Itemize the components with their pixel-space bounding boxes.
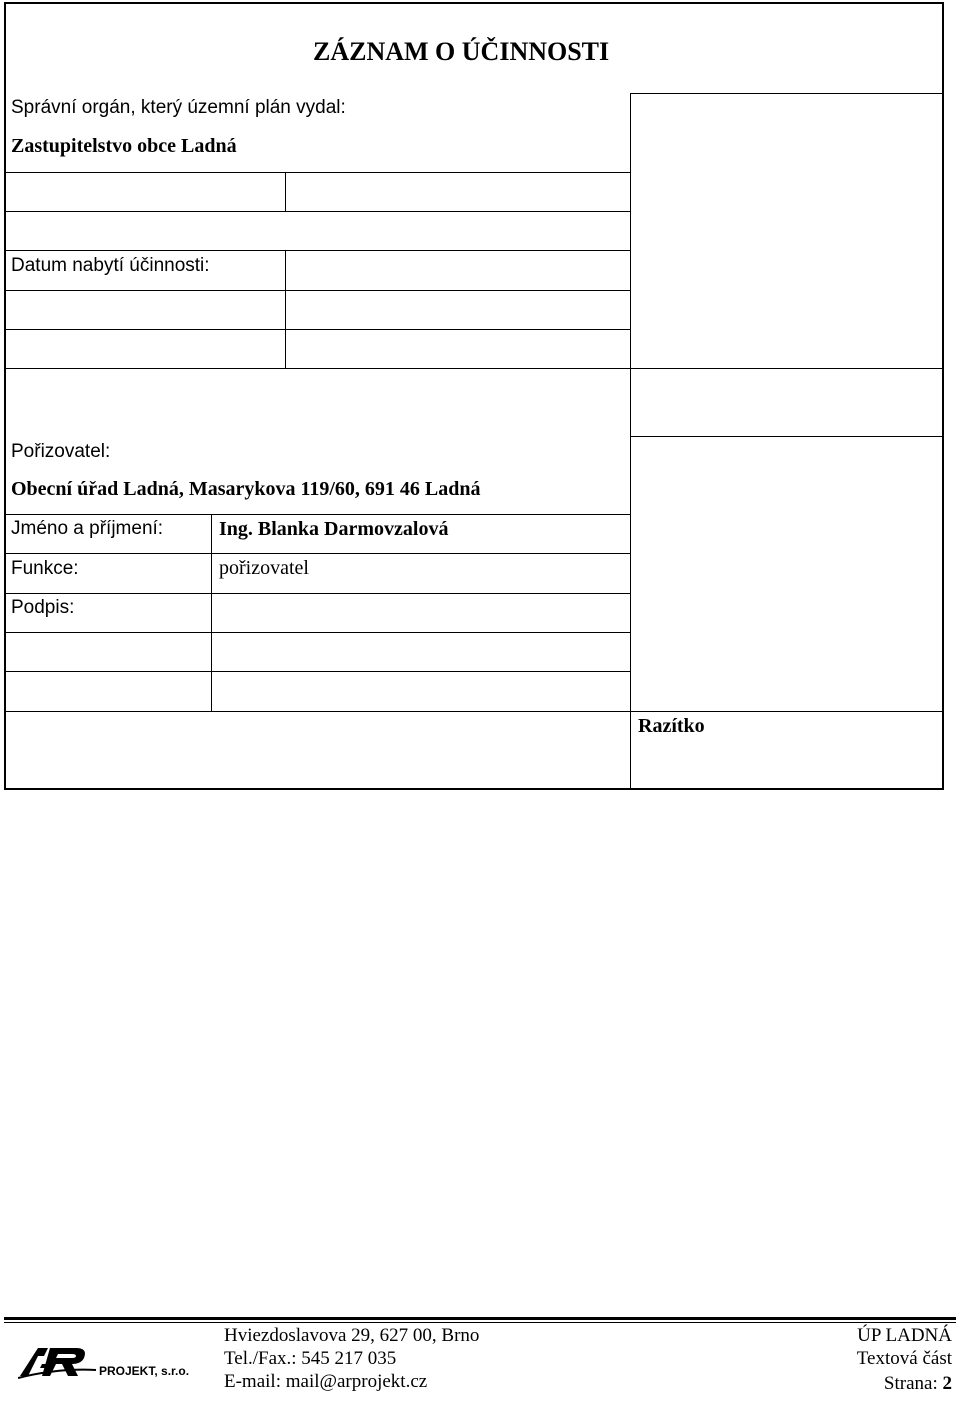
- authority-label: Správní orgán, který územní plán vydal:: [11, 97, 346, 118]
- stamp-label: Razítko: [638, 715, 705, 737]
- footer-doc-title: ÚP LADNÁ: [857, 1325, 952, 1346]
- footer-email: E-mail: mail@arprojekt.cz: [224, 1371, 428, 1392]
- record-title: ZÁZNAM O ÚČINNOSTI: [313, 37, 610, 66]
- logo-text: PROJEKT, s.r.o.: [99, 1364, 190, 1378]
- ar-logo-icon: [18, 1344, 98, 1380]
- name-value: Ing. Blanka Darmovzalová: [219, 518, 449, 540]
- name-label: Jméno a příjmení:: [11, 518, 164, 539]
- authority-value: Zastupitelstvo obce Ladná: [11, 135, 237, 157]
- footer-address: Hviezdoslavova 29, 627 00, Brno: [224, 1325, 480, 1346]
- footer-phone: Tel./Fax.: 545 217 035: [224, 1348, 397, 1369]
- page-number: 2: [942, 1373, 952, 1394]
- function-value: pořizovatel: [219, 557, 309, 579]
- acquirer-value: Obecní úřad Ladná, Masarykova 119/60, 691 46 Ladná: [11, 478, 481, 500]
- footer-doc-part: Textová část: [856, 1348, 952, 1369]
- page-label: Strana:: [883, 1373, 938, 1394]
- acquirer-label: Pořizovatel:: [11, 441, 111, 462]
- footer-page: [884, 1373, 952, 1395]
- company-logo: [18, 1344, 198, 1384]
- signature-label: Podpis:: [11, 597, 75, 618]
- effective-date-label: Datum nabytí účinnosti:: [11, 255, 210, 276]
- function-label: Funkce:: [11, 558, 79, 579]
